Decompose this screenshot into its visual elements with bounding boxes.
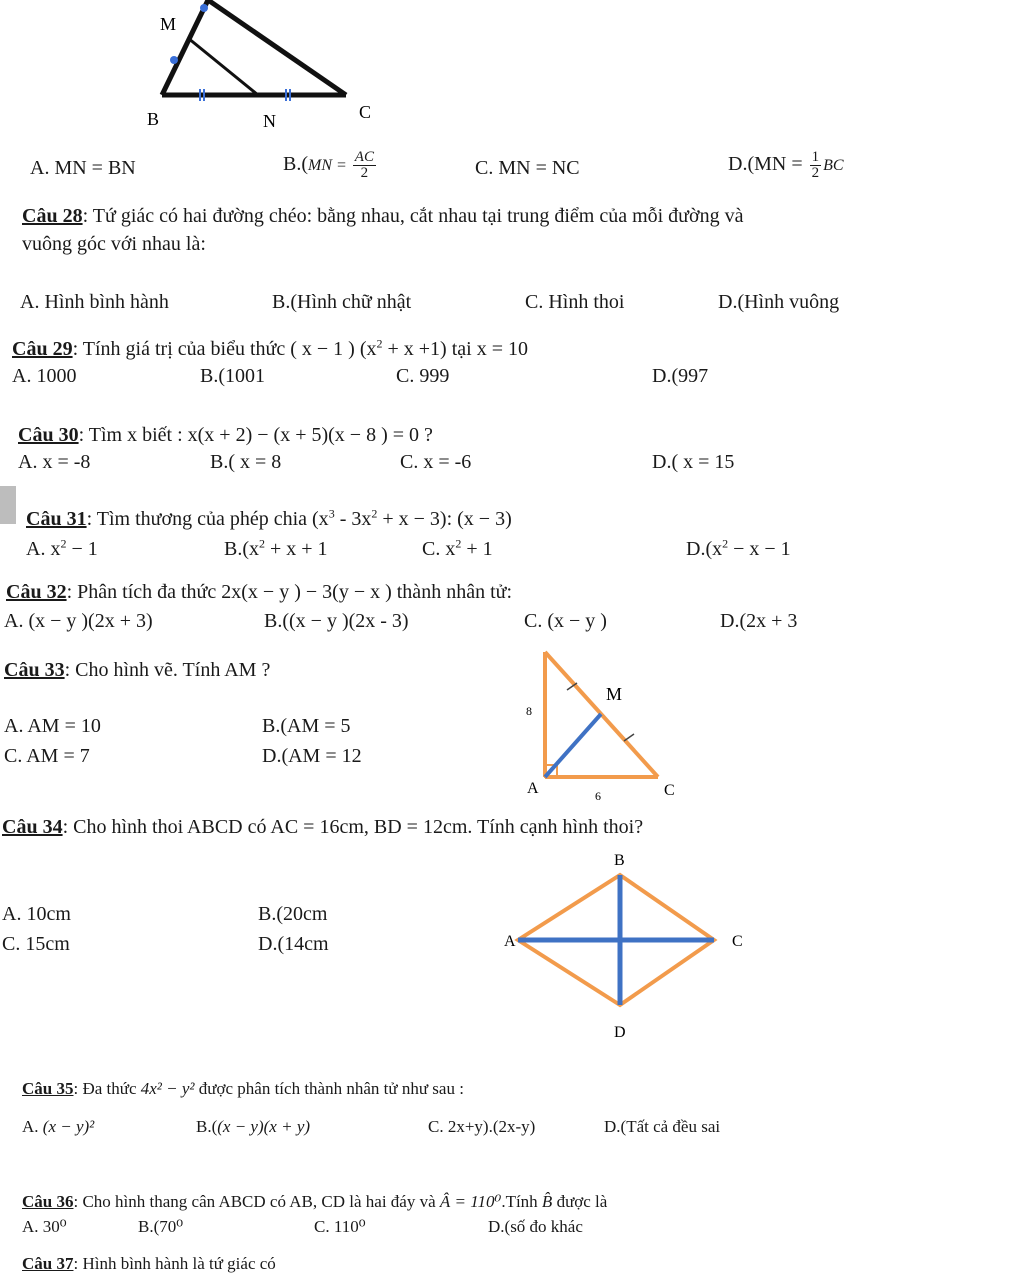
q31-text-mid: - 3x [334, 508, 372, 530]
label-m: M [606, 684, 623, 704]
q36-option-c[interactable]: C. 110⁰ [314, 1217, 366, 1236]
q31-a-exp: 2 [60, 536, 67, 551]
q33-option-b[interactable]: B.(AM = 5 [262, 715, 351, 737]
q27-option-c[interactable]: C. MN = NC [475, 157, 580, 179]
label-a: A [504, 933, 516, 950]
median-am [545, 714, 601, 777]
q28-text-line1: : Tứ giác có hai đường chéo: bằng nhau, cắt nhau tại trung điểm của mỗi đường và [82, 205, 744, 227]
label-side-left: 8 [526, 704, 532, 718]
q35-option-c[interactable]: C. 2x+y).(2x-y) [428, 1117, 536, 1136]
q31-c-exp: 2 [455, 536, 462, 551]
q31-b-exp: 2 [259, 536, 265, 551]
q27-option-d-prefix: D.(MN = [728, 153, 808, 176]
point-mid-mark [170, 56, 178, 64]
q31-label: Câu 31 [26, 508, 87, 530]
q36-angle-a: Â = 110⁰ [439, 1192, 502, 1211]
q31-c-post: + 1 [461, 538, 493, 560]
q34-option-b[interactable]: B.(20cm [258, 903, 328, 925]
q30-option-b[interactable]: B.( x = 8 [210, 451, 282, 473]
q27-option-d[interactable] [728, 150, 844, 181]
q29-label: Câu 29 [12, 338, 73, 360]
q36-option-b[interactable]: B.(70⁰ [138, 1217, 184, 1236]
point-top-mark [200, 4, 208, 12]
q36-text-pre: : Cho hình thang cân ABCD có AB, CD là hai đáy và [73, 1192, 440, 1211]
q28-label: Câu 28 [22, 205, 83, 227]
q30-option-d[interactable]: D.( x = 15 [652, 451, 735, 473]
tick-mc [624, 734, 634, 741]
q31-text-pre: : Tìm thương của phép chia (x [86, 508, 329, 530]
q32-question [6, 580, 512, 604]
q27-d-numerator: 1 [811, 149, 820, 165]
q34-label: Câu 34 [2, 816, 63, 838]
q35-option-b[interactable] [196, 1115, 310, 1139]
q27-d-denominator: 2 [811, 165, 820, 181]
q30-text: : Tìm x biết : x(x + 2) − (x + 5)(x − 8 ) = 0 ? [78, 424, 433, 446]
q34-rhombus-figure [500, 845, 760, 1060]
q35-option-d[interactable]: D.(Tất cả đều sai [604, 1117, 721, 1136]
label-c: C [664, 782, 675, 799]
q34-text: : Cho hình thoi ABCD có AC = 16cm, BD = 12cm. Tính cạnh hình thoi? [62, 816, 644, 838]
label-c: C [359, 102, 372, 122]
q35-option-a[interactable] [22, 1115, 94, 1139]
q31-c-pre: C. x [422, 538, 456, 560]
q36-option-a[interactable]: A. 30⁰ [22, 1217, 67, 1236]
q31-d-exp: 2 [722, 536, 729, 551]
q27-triangle-figure [130, 0, 390, 140]
label-side-bottom: 6 [595, 789, 601, 800]
q31-b-post: + x + 1 [265, 538, 328, 560]
q36-option-d[interactable]: D.(số đo khác [488, 1217, 583, 1236]
q33-text: : Cho hình vẽ. Tính AM ? [64, 659, 271, 681]
q27-option-d-fraction [810, 150, 822, 181]
q36-question [22, 1190, 607, 1214]
q28-question [22, 204, 743, 228]
q31-a-post: − 1 [66, 538, 98, 560]
q37-text: : Hình bình hành là tứ giác có [73, 1254, 276, 1273]
q32-option-c[interactable]: C. (x − y ) [524, 610, 607, 632]
q29-text-post: + x +1) tại x = 10 [382, 338, 528, 360]
label-n: N [263, 111, 276, 131]
q29-option-d[interactable]: D.(997 [652, 365, 709, 387]
q30-option-a[interactable]: A. x = -8 [18, 451, 91, 473]
q36-angle-b: B̂ [541, 1192, 553, 1211]
q32-option-d[interactable]: D.(2x + 3 [720, 610, 798, 632]
q34-option-d[interactable]: D.(14cm [258, 933, 329, 955]
q27-option-b-lhs: MN = [308, 157, 351, 175]
q30-label: Câu 30 [18, 424, 79, 446]
q31-option-d[interactable] [686, 537, 791, 561]
q34-option-a[interactable]: A. 10cm [2, 903, 71, 925]
q30-option-c[interactable]: C. x = -6 [400, 451, 472, 473]
label-b: B [614, 852, 625, 869]
q35-expression: 4x² − y² [140, 1079, 195, 1098]
q27-option-b-prefix: B.( [283, 153, 308, 176]
q35-text-post: được phân tích thành nhân tử như sau : [194, 1079, 464, 1098]
q27-option-b[interactable] [283, 150, 378, 181]
q31-exponent-2: 2 [371, 506, 378, 521]
q28-option-c[interactable]: C. Hình thoi [525, 291, 625, 313]
q31-a-pre: A. x [26, 538, 61, 560]
q37-label: Câu 37 [22, 1254, 74, 1273]
q36-text-mid: .Tính [501, 1192, 542, 1211]
q33-label: Câu 33 [4, 659, 65, 681]
q31-b-pre: B.(x [224, 538, 259, 560]
q27-option-d-suffix: BC [823, 157, 844, 175]
q33-right-triangle-figure [520, 650, 690, 800]
q29-option-b[interactable]: B.(1001 [200, 365, 265, 387]
side-ac [208, 0, 346, 95]
segment-mn [188, 38, 258, 95]
label-d: D [614, 1024, 626, 1041]
q33-option-a[interactable]: A. AM = 10 [4, 715, 101, 737]
q35-text-pre: : Đa thức [73, 1079, 141, 1098]
q31-question [26, 507, 512, 531]
q36-text-post: được là [552, 1192, 608, 1211]
q33-option-d[interactable]: D.(AM = 12 [262, 745, 362, 767]
q35-question [22, 1077, 464, 1101]
q36-label: Câu 36 [22, 1192, 74, 1211]
q27-b-numerator: AC [354, 149, 374, 165]
q28-text-line2: vuông góc với nhau là: [22, 233, 206, 255]
q31-d-pre: D.(x [686, 538, 723, 560]
q30-question [18, 423, 433, 447]
label-b: B [147, 109, 160, 129]
q32-label: Câu 32 [6, 581, 67, 603]
q29-option-a[interactable]: A. 1000 [12, 365, 77, 387]
q35-a-expr: (x − y)² [42, 1117, 95, 1136]
q37-question [22, 1252, 276, 1276]
q31-option-b[interactable] [224, 537, 328, 561]
q32-text: : Phân tích đa thức 2x(x − y ) − 3(y − x ) thành nhân tử: [66, 581, 513, 603]
q31-d-post: − x − 1 [728, 538, 791, 560]
q28-option-d[interactable]: D.(Hình vuông [718, 291, 840, 313]
q29-exponent: 2 [376, 336, 383, 351]
q31-option-a[interactable] [26, 537, 98, 561]
q31-text-post: + x − 3): (x − 3) [377, 508, 512, 530]
q33-question [4, 658, 270, 682]
q29-question [12, 337, 528, 361]
q33-option-c[interactable]: C. AM = 7 [4, 745, 90, 767]
q34-option-c[interactable]: C. 15cm [2, 933, 70, 955]
q27-option-b-fraction [353, 150, 376, 181]
label-a: A [527, 780, 539, 797]
q35-label: Câu 35 [22, 1079, 74, 1098]
q32-option-a[interactable]: A. (x − y )(2x + 3) [4, 610, 153, 632]
q35-b-pre: B.( [196, 1117, 218, 1136]
q32-option-b[interactable]: B.((x − y )(2x - 3) [264, 610, 409, 632]
q29-text-pre: : Tính giá trị của biểu thức ( x − 1 ) (x [72, 338, 377, 360]
q28-option-b[interactable]: B.(Hình chữ nhật [272, 291, 412, 313]
q29-option-c[interactable]: C. 999 [396, 365, 450, 387]
label-c: C [732, 933, 743, 950]
q31-exponent-1: 3 [328, 506, 335, 521]
q28-option-a[interactable]: A. Hình bình hành [20, 291, 169, 313]
q31-option-c[interactable] [422, 537, 493, 561]
label-m: M [160, 14, 177, 34]
q27-b-denominator: 2 [360, 165, 369, 181]
q35-b-expr: (x − y)(x + y) [217, 1117, 311, 1136]
q34-question [2, 815, 643, 839]
q35-a-pre: A. [22, 1117, 43, 1136]
page-edge-marker [0, 486, 16, 524]
q27-option-a[interactable]: A. MN = BN [30, 157, 136, 179]
